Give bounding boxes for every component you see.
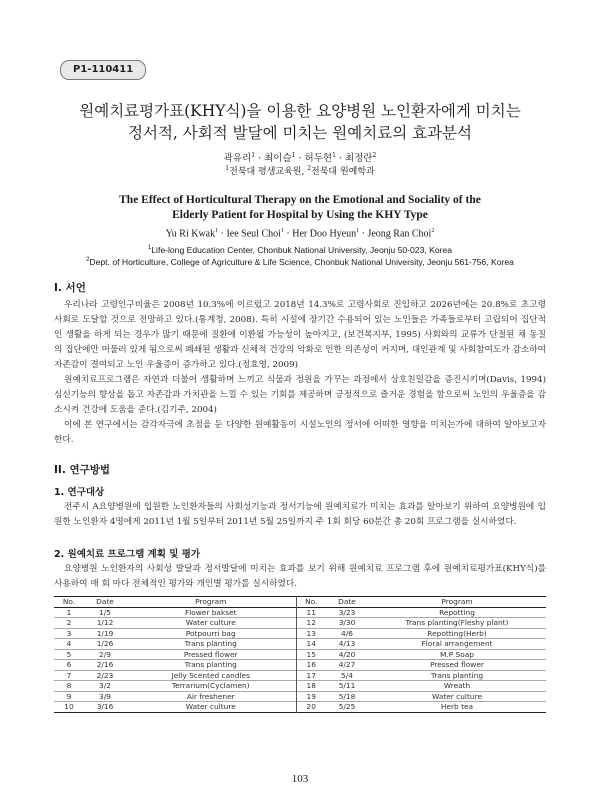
author-2: 최이슬 bbox=[264, 153, 292, 164]
authors-english: Yu Ri Kwak$^1$ · Iee Seul Choi$^1$ · Her Doo Hyeun$^1$ · Jeong Ran Choi$^2$ bbox=[165, 228, 435, 240]
header-cell: Date bbox=[338, 597, 356, 606]
table-cell: Trans planting(Fleshy plant) bbox=[405, 618, 509, 627]
table-cell: Floral arrangement bbox=[421, 639, 493, 648]
author-1: 곽유리 bbox=[223, 153, 252, 164]
title-english bbox=[30, 193, 570, 223]
section-heading-methods: II. 연구방법 bbox=[54, 464, 111, 476]
table-cell: 11 bbox=[306, 607, 316, 617]
title-korean bbox=[30, 100, 570, 144]
table-cell: 15 bbox=[306, 649, 316, 659]
header-cell: Date bbox=[96, 597, 114, 606]
table-cell: 5/11 bbox=[338, 681, 356, 690]
table-cell: 2/9 bbox=[99, 649, 111, 659]
table-cell: 1 bbox=[66, 607, 72, 617]
table-cell: Repotting(Herb) bbox=[427, 628, 487, 638]
table-cell: M.P Soap bbox=[440, 649, 474, 659]
table-cell: 4 bbox=[66, 639, 72, 648]
table-cell: 5 bbox=[66, 649, 72, 659]
table-cell: Trans planting bbox=[126, 639, 296, 650]
table-row bbox=[54, 607, 546, 618]
author-4: 최정란 bbox=[344, 153, 373, 164]
table-cell: 10 bbox=[64, 702, 74, 711]
table-cell: 17 bbox=[306, 670, 316, 680]
table-cell: Trans planting bbox=[126, 660, 296, 671]
table-cell: 4/27 bbox=[338, 660, 356, 669]
table-cell: Water culture bbox=[431, 691, 482, 701]
table-cell: 1/12 bbox=[96, 618, 114, 627]
table-cell: 2/23 bbox=[96, 670, 114, 680]
table-cell: Pressed flower bbox=[430, 660, 484, 669]
authors-korean: 곽유리$^1$ · 최이슬$^1$ · 허두현$^1$ · 최정란$^2$ bbox=[223, 151, 377, 164]
table-cell: 5/18 bbox=[338, 691, 356, 701]
introduction-body bbox=[54, 298, 546, 448]
table-cell: 3/9 bbox=[99, 691, 111, 701]
table-cell: 19 bbox=[306, 691, 316, 701]
paper-id-badge: P1-110411 bbox=[60, 60, 146, 80]
table-cell: Jelly Scented candles bbox=[126, 670, 296, 681]
subjects-body bbox=[54, 500, 546, 530]
table-cell: Wreath bbox=[443, 681, 471, 690]
table-row bbox=[54, 670, 546, 681]
affiliation-english-1: $^1$Life-long Education Center, Chonbuk National University, Jeonju 50-023, Korea bbox=[147, 244, 453, 255]
title-english-line-1: The Effect of Horticultural Therapy on the Emotional and Sociality of the bbox=[119, 194, 481, 206]
table-cell: Repotting bbox=[439, 607, 475, 617]
table-row bbox=[54, 628, 546, 639]
paragraph: 원예치료프로그램은 자연과 더불어 생활하며 느끼고 식물과 정원을 가꾸는 과정에서 상호친밀감을 증진시키며(Davis, 1994) 심신기능의 향상을 돕고 자존감과 가치관을 느낄 수 있는 기회를 제공하며 긍정적으로 즐거운 경험을 함으로써 노인의 우울증을 감소시켜 건강에 도움을 준다.(김기주, 2004) bbox=[54, 375, 546, 415]
table-row bbox=[54, 681, 546, 692]
paragraph: 우리나라 고령인구비율은 2008년 10.3%에 이르렀고 2018년 14.3%로 고령사회로 진입하고 2026년에는 20.8%로 초고령 사회로 도달할 것으로 전망하고 있다.(통계청, 2008). 특히 시설에 장기간 수용되어 있는 노인들은 가족들로부터 고립되어 집단적인 생활을 하게 되는 경우가 많기 때문에 질환에 이환될 가능성이 높아지고, (보건복지부, 1995) 사회와의 교류가 단절된 채 동질의 집단에만 머물러 있게 됨으로써 폐쇄된 생활과 신체적 건강의 악화로 인한 의존성이 커지며, 대인관계 및 사회참여도가 감소하여 자존감이 결여되고 노인 우울증이 증가하고 있다.(정효영, 2009) bbox=[54, 300, 546, 370]
table-cell: 4/6 bbox=[341, 628, 353, 638]
table-cell: Herb tea bbox=[440, 702, 474, 711]
table-cell: Terrarium(Cyclamen) bbox=[126, 681, 296, 692]
paragraph: 요양병원 노인환자의 사회성 발달과 정서발달에 미치는 효과를 보기 위해 원예치료 프로그램 후에 원예치료평가표(KHY식)를 사용하여 매 회 마다 전체적인 평가와 개인별 평가를 실시하였다. bbox=[54, 564, 546, 589]
table-row bbox=[54, 691, 546, 702]
header-cell: No. bbox=[62, 597, 76, 606]
table-cell: 12 bbox=[306, 618, 316, 627]
table-cell: 14 bbox=[306, 639, 316, 648]
header-cell: No. bbox=[305, 597, 318, 606]
table-cell: 13 bbox=[306, 628, 316, 638]
table-cell: Trans planting bbox=[430, 670, 484, 680]
table-cell: 4/20 bbox=[338, 649, 356, 659]
table-cell: 20 bbox=[306, 702, 316, 711]
table-cell: 6 bbox=[66, 660, 72, 669]
table-cell: 18 bbox=[306, 681, 316, 690]
program-schedule-table bbox=[54, 596, 546, 713]
table-cell: Water culture bbox=[126, 618, 296, 629]
header-cell: Program bbox=[441, 597, 473, 606]
table-cell: 1/19 bbox=[96, 628, 114, 638]
table-row bbox=[54, 660, 546, 671]
table-row bbox=[54, 702, 546, 713]
table-cell: Water culture bbox=[126, 702, 296, 713]
table-cell: 5/4 bbox=[341, 670, 353, 680]
table-row bbox=[54, 639, 546, 650]
table-cell: 1/5 bbox=[99, 607, 111, 617]
table-cell: 3/23 bbox=[338, 607, 356, 617]
title-korean-line-2: 정서적, 사회적 발달에 미치는 원예치료의 효과분석 bbox=[128, 124, 472, 142]
table-header-row bbox=[54, 597, 546, 608]
table-cell: Potpourri bag bbox=[126, 628, 296, 639]
table-cell: 3/16 bbox=[96, 702, 114, 711]
table-cell: 2/16 bbox=[96, 660, 114, 669]
table-row bbox=[54, 649, 546, 660]
subsection-heading-program: 2. 원예치료 프로그램 계획 및 평가 bbox=[54, 549, 201, 560]
title-korean-line-1: 원예치료평가표(KHY식)을 이용한 요양병원 노인환자에게 미치는 bbox=[79, 102, 521, 120]
table-cell: 1/26 bbox=[96, 639, 114, 648]
table-cell: 5/25 bbox=[338, 702, 356, 711]
section-heading-introduction: I. 서언 bbox=[54, 282, 86, 294]
table-cell: Pressed flower bbox=[126, 649, 296, 660]
subsection-heading-subjects: 1. 연구대상 bbox=[54, 487, 105, 498]
table-cell: 3 bbox=[66, 628, 72, 638]
program-body bbox=[54, 562, 546, 592]
table-cell: 3/30 bbox=[338, 618, 356, 627]
table-cell: Air freshener bbox=[126, 691, 296, 702]
affiliation-english-2: $^2$Dept. of Horticulture, College of Agriculture & Life Science, Chonbuk National University, Jeonju 561-756, Korea bbox=[86, 256, 514, 267]
table-cell: 2 bbox=[66, 618, 72, 627]
table-cell: 4/13 bbox=[338, 639, 356, 648]
table-cell: 7 bbox=[66, 670, 72, 680]
table-cell: 8 bbox=[66, 681, 72, 690]
paragraph: 이에 본 연구에서는 감각자극에 초점을 둔 다양한 원예활동이 시설노인의 정서에 어떠한 영향을 미치는가에 대하여 알아보고자 한다. bbox=[54, 420, 546, 445]
header-cell: Program bbox=[126, 597, 296, 608]
table-cell: 16 bbox=[306, 660, 316, 669]
title-english-line-2: Elderly Patient for Hospital by Using the KHY Type bbox=[172, 209, 428, 221]
affiliation-korean: $^1$전북대 평생교육원, $^2$전북대 원예학과 bbox=[225, 165, 375, 177]
page-number: 103 bbox=[291, 773, 309, 785]
paragraph: 전주시 A요양병원에 입원한 노인환자들의 사회성기능과 정서기능에 원예치료가 미치는 효과를 알아보기 위하여 요양병원에 입원한 노인환자 4명에게 2011년 1월 5일부터 2011년 5월 25일까지 주 1회 회당 60분간 총 20회 프로그램을 실시하였다. bbox=[54, 502, 546, 527]
table-cell: 9 bbox=[66, 691, 72, 701]
author-3: 허두현 bbox=[304, 153, 333, 164]
table-cell: 3/2 bbox=[99, 681, 111, 690]
table-cell: Flower bakset bbox=[126, 607, 296, 618]
table-row bbox=[54, 618, 546, 629]
